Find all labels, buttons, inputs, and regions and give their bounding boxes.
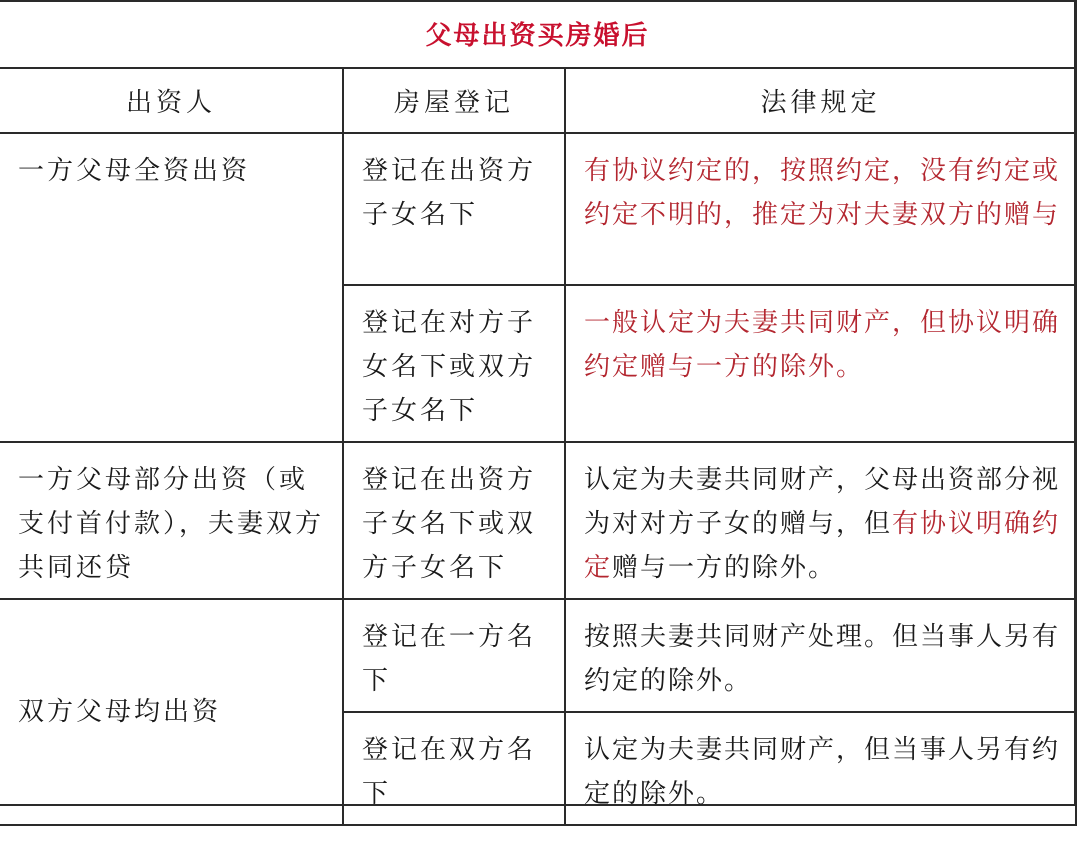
table-title: 父母出资买房婚后 [0, 0, 1076, 68]
registration-text: 登记在对方子女名下或双方子女名下 [362, 308, 537, 426]
registration-cell [343, 442, 565, 599]
contributor-cell [0, 133, 343, 442]
registration-cell [343, 133, 565, 285]
rule-text-part-highlight: 有协议明确约定 [584, 509, 1061, 583]
rule-text [566, 443, 1075, 598]
contributor-cell [0, 442, 343, 599]
rule-cell [565, 442, 1076, 599]
rule-cell [565, 599, 1076, 712]
rule-text-part: 认定为夫妻共同财产，父母出资部分视为对对方子女的赠与，但 [584, 465, 1061, 539]
rule-text [566, 134, 1075, 245]
table-row [0, 442, 1076, 599]
registration-text: 登记在出资方子女名下 [362, 156, 537, 230]
contributor-text: 一方父母部分出资（或支付首付款），夫妻双方共同还贷 [18, 465, 325, 583]
rule-text [566, 286, 1075, 397]
header-legal-rule: 法律规定 [565, 68, 1076, 133]
rule-cell [565, 285, 1076, 442]
registration-text: 登记在一方名下 [362, 622, 537, 696]
table-row [0, 599, 1076, 712]
rule-text [566, 713, 1075, 824]
registration-cell [343, 599, 565, 712]
registration-cell [343, 712, 565, 825]
registration-text: 登记在双方名下 [362, 735, 537, 809]
rule-text-part: 一般认定为夫妻共同财产，但协议明确约定赠与一方的除外。 [584, 308, 1061, 382]
table-row [0, 133, 1076, 285]
rule-cell [565, 133, 1076, 285]
rule-text-part: 赠与一方的除外。 [612, 553, 837, 583]
contributor-text: 一方父母全资出资 [18, 156, 251, 186]
registration-text: 登记在出资方子女名下或双方子女名下 [362, 465, 537, 583]
rule-text [566, 600, 1075, 711]
rule-text-part: 按照夫妻共同财产处理。但当事人另有约定的除外。 [584, 622, 1061, 696]
rule-cell [565, 712, 1076, 825]
header-registration: 房屋登记 [343, 68, 565, 133]
rule-text-part: 认定为夫妻共同财产，但当事人另有约定的除外。 [584, 735, 1061, 809]
registration-cell [343, 285, 565, 442]
header-contributor: 出资人 [0, 68, 343, 133]
contributor-cell [0, 599, 343, 825]
rule-text-part: 有协议约定的，按照约定，没有约定或约定不明的，推定为对夫妻双方的赠与 [584, 156, 1061, 230]
contributor-text: 双方父母均出资 [18, 697, 222, 727]
